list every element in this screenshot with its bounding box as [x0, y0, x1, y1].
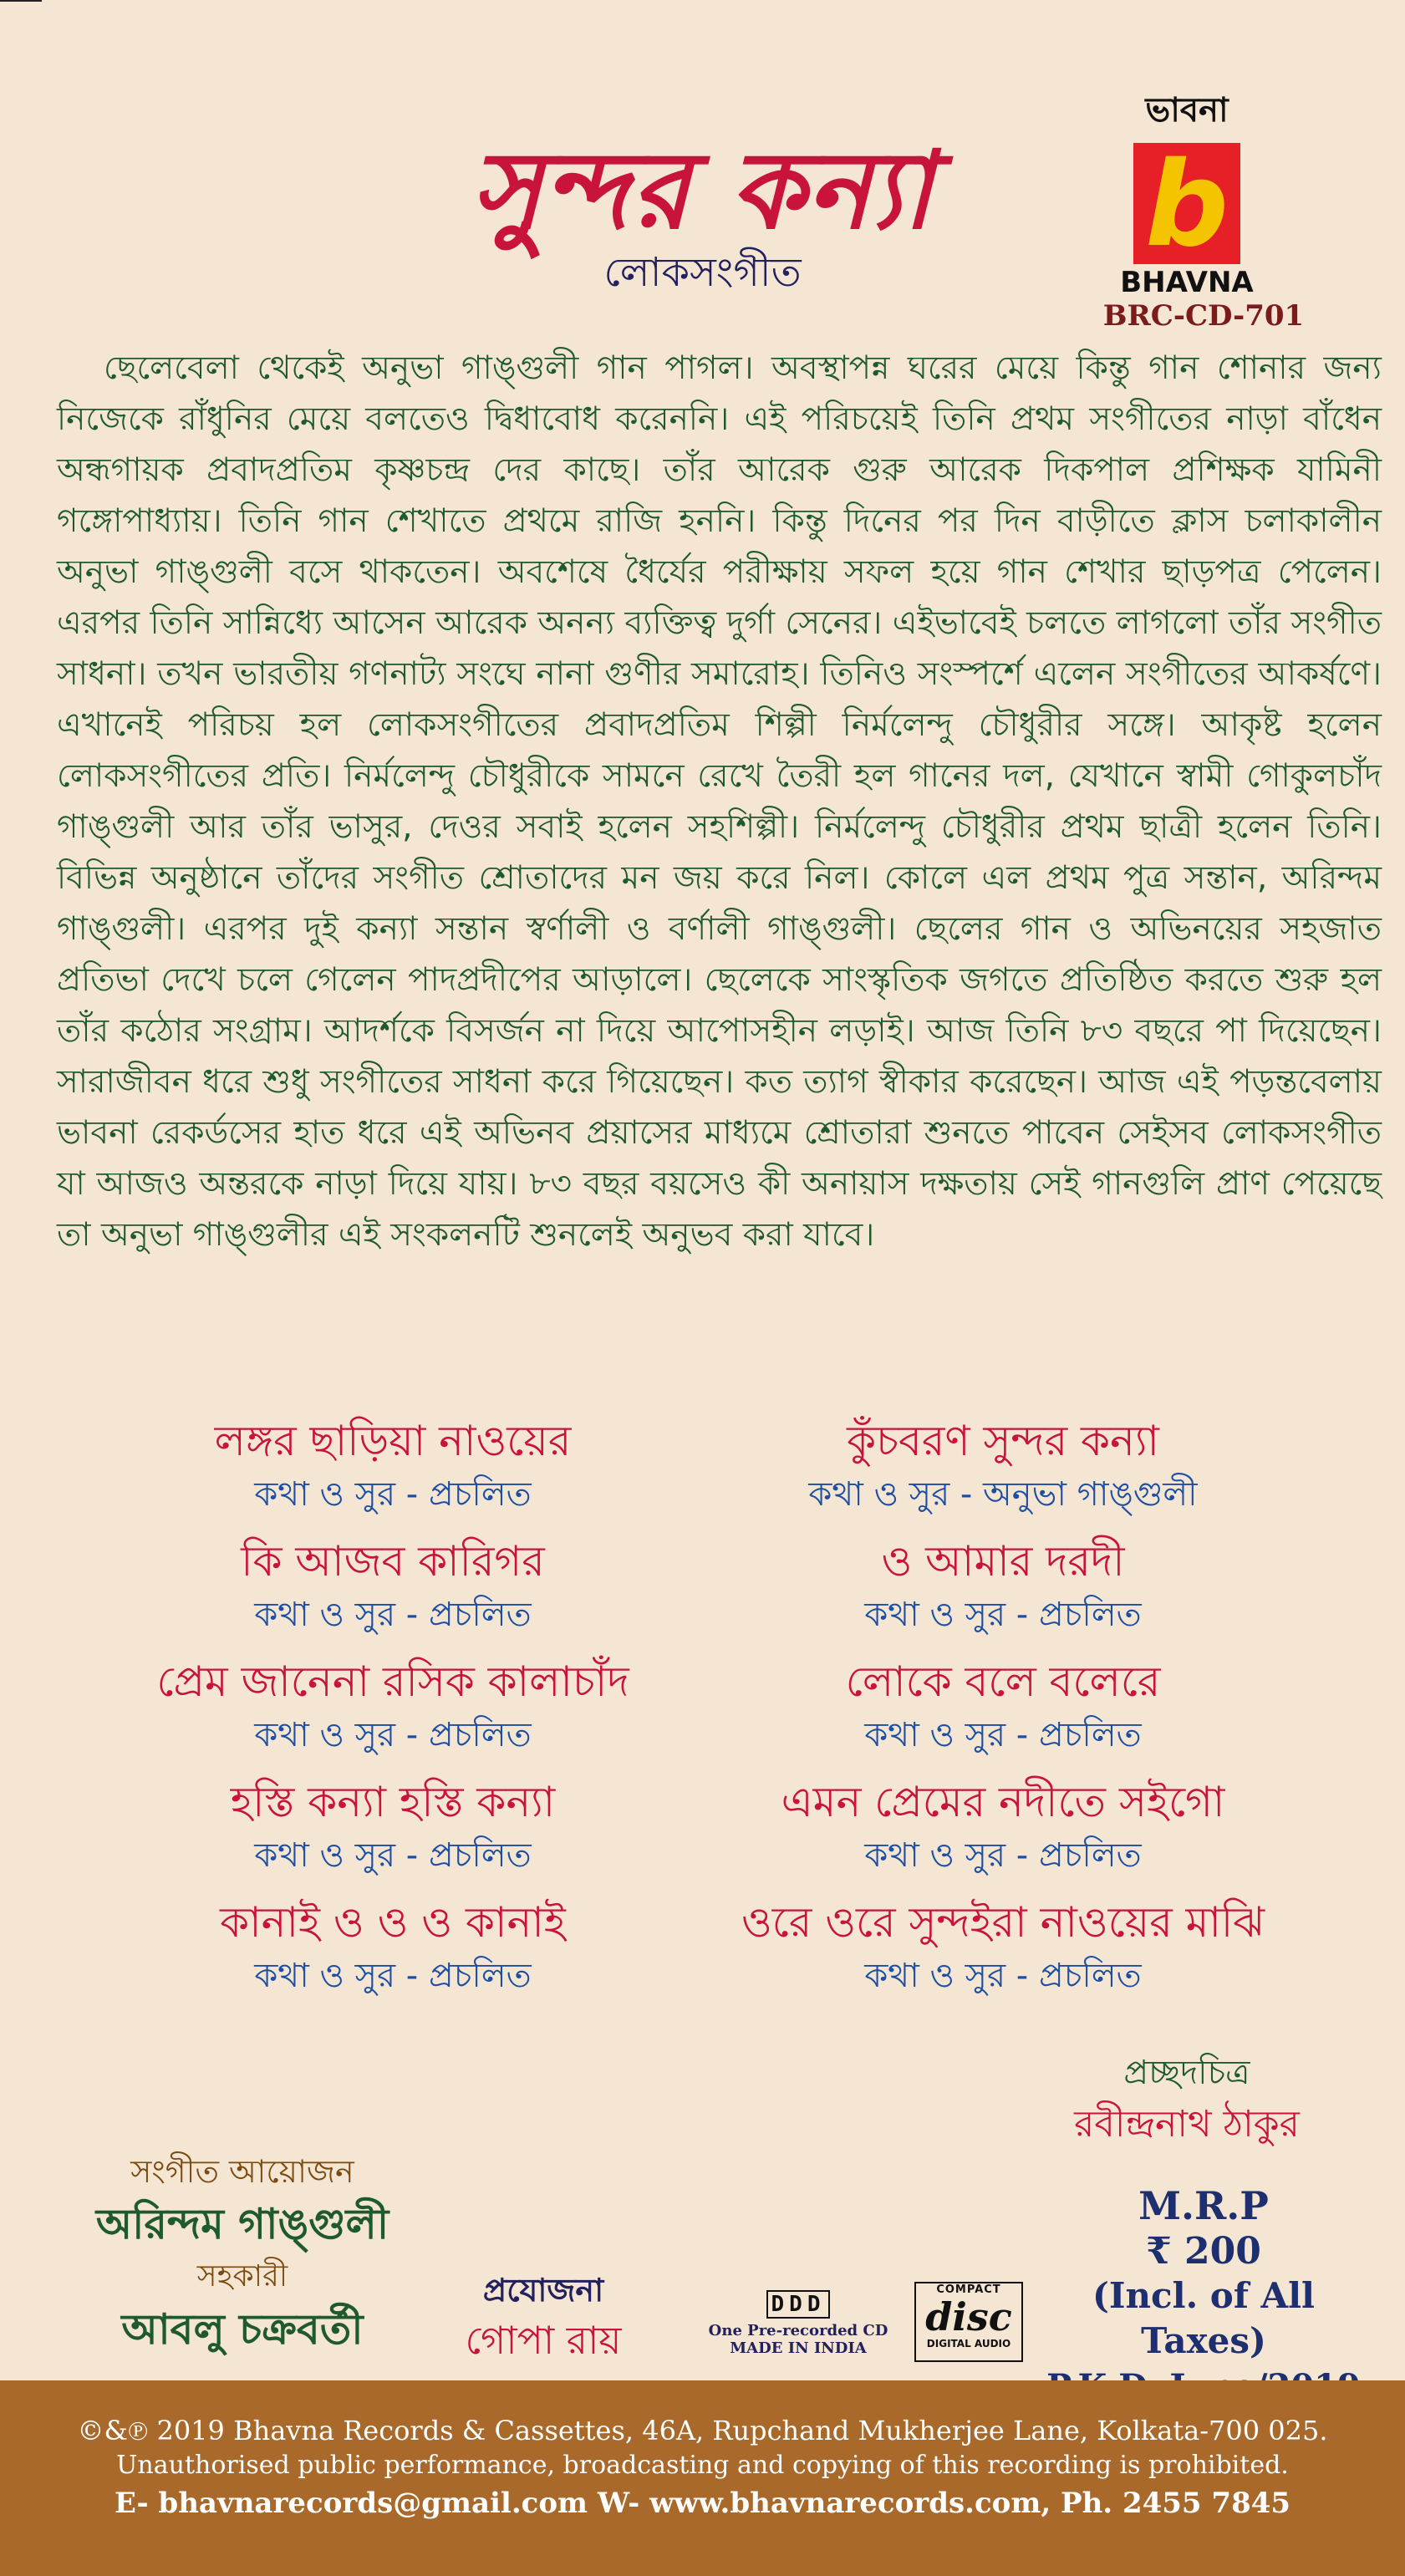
bhavna-logo [1120, 84, 1254, 299]
compact-disc-bottom: DIGITAL AUDIO [926, 2338, 1011, 2349]
contact-line: E- bhavnarecords@gmail.com W- www.bhavnarecords.com, Ph. 2455 7845 [114, 2487, 1291, 2520]
track-credit: কথা ও সুর - প্রচলিত [254, 1475, 532, 1514]
track-title: ও আমার দরদী [881, 1537, 1125, 1586]
track-item [685, 1894, 1321, 2001]
logo-bengali-name: ভাবনা [1145, 91, 1229, 130]
cover-art-name: রবীন্দ্রনাথ ঠাকুর [1074, 2103, 1300, 2146]
track-title: এমন প্রেমের নদীতে সইগো [781, 1778, 1225, 1826]
track-item [75, 1894, 710, 2001]
track-title: হস্তি কন্যা হস্তি কন্যা [230, 1778, 556, 1826]
mrp-taxes: (Incl. of All Taxes) [1092, 2275, 1316, 2361]
track-credit: কথা ও সুর - প্রচলিত [864, 1957, 1142, 1995]
artist-biography: ছেলেবেলা থেকেই অনুভা গাঙ্গুলী গান পাগল। অবস্থাপন্ন ঘরের মেয়ে কিন্তু গান শোনার জন্য নিজেকে রাঁধুনির মেয়ে বলতেও দ্বিধাবোধ করেননি। এই পরিচয়েই তিনি প্রথম সংগীতের নাড়া বাঁধেন অন্ধগায়ক প্রবাদপ্রতিম কৃষ্ণচন্দ্র দের কাছে। তাঁর আরেক গুরু আরেক দিকপাল প্রশিক্ষক যামিনী গঙ্গোপাধ্যায়। তিনি গান শেখাতে প্রথমে রাজি হননি। কিন্তু দিনের পর দিন বাড়ীতে ক্লাস চলাকালীন অনুভা গাঙ্গুলী বসে থাকতেন। অবশেষে ধৈর্যের পরীক্ষায় সফল হয়ে গান শেখার ছাড়পত্র পেলেন। এরপর তিনি সান্নিধ্যে আসেন আরেক অনন্য ব্যক্তিত্ব দুর্গা সেনের। এইভাবেই চলতে লাগলো তাঁর সংগীত সাধনা। তখন ভারতীয় গণনাট্য সংঘে নানা গুণীর সমারোহ। তিনিও সংস্পর্শে এলেন সংগীতের আকর্ষণে। এখানেই পরিচয় হল লোকসংগীতের প্রবাদপ্রতিম শিল্পী নির্মলেন্দু চৌধুরীর সঙ্গে। আকৃষ্ট হলেন লোকসংগীতের প্রতি। নির্মলেন্দু চৌধুরীকে সামনে রেখে তৈরী হল গানের দল, যেখানে স্বামী গোকুলচাঁদ গাঙ্গুলী আর তাঁর ভাসুর, দেওর সবাই হলেন সহশিল্পী। নির্মলেন্দু চৌধুরীর প্রথম ছাত্রী হলেন তিনি। বিভিন্ন অনুষ্ঠানে তাঁদের সংগীত শ্রোতাদের মন জয় করে নিল। কোলে এল প্রথম পুত্র সন্তান, অরিন্দম গাঙ্গুলী। এরপর দুই কন্যা সন্তান স্বর্ণালী ও বর্ণালী গাঙ্গুলী। ছেলের গান ও অভিনয়ের সহজাত প্রতিভা দেখে চলে গেলেন পাদপ্রদীপের আড়ালে। ছেলেকে সাংস্কৃতিক জগতে প্রতিষ্ঠিত করতে শুরু হল তাঁর কঠোর সংগ্রাম। আদর্শকে বিসর্জন না দিয়ে আপোসহীন লড়াই। আজ তিনি ৮৩ বছরে পা দিয়েছেন। সারাজীবন ধরে শুধু সংগীতের সাধনা করে গিয়েছেন। কত ত্যাগ স্বীকার করেছেন। আজ এই পড়ন্তবেলায় ভাবনা রেকর্ডসের হাত ধরে এই অভিনব প্রয়াসের মাধ্যমে শ্রোতারা শুনতে পাবেন সেইসব লোকসংগীত যা আজও অন্তরকে নাড়া দিয়ে যায়। ৮৩ বছর বয়সেও কী অনায়াস দক্ষতায় সেই গানগুলি প্রাণ পেয়েছে তা অনুভা গাঙ্গুলীর এই সংকলনটি শুনলেই অনুভব করা যাবে। [57, 349, 1382, 1254]
logo-letter: b [1144, 137, 1229, 273]
legal-notice: Unauthorised public performance, broadcasting and copying of this recording is prohibited. [116, 2451, 1289, 2480]
logo-mark [1133, 137, 1240, 273]
track-list [0, 1413, 1405, 2014]
album-subtitle: লোকসংগীত [603, 249, 802, 296]
copyright-line: ©&℗ 2019 Bhavna Records & Cassettes, 46A, Rupchand Mukherjee Lane, Kolkata-700 025. [77, 2415, 1328, 2446]
track-credit: কথা ও সুর - প্রচলিত [864, 1716, 1142, 1754]
production-credit [426, 2267, 660, 2367]
arrangement-label: সংগীত আয়োজন [130, 2153, 354, 2190]
cover-art-label: প্রচ্ছদচিত্র [1123, 2054, 1250, 2092]
production-name: গোপা রায় [465, 2318, 622, 2363]
track-item [75, 1774, 710, 1881]
track-item [75, 1413, 710, 1520]
made-in-note: MADE IN INDIA [730, 2339, 867, 2357]
footer-band [0, 2380, 1405, 2576]
catalog-number: BRC-CD-701 [1102, 299, 1305, 333]
compact-disc-mark: disc [925, 2294, 1012, 2339]
track-item [685, 1533, 1321, 1640]
crop-mark [0, 0, 42, 6]
album-title: সুন্দর কন্যা [471, 128, 934, 253]
track-title: প্রেম জানেনা রসিক কালাচাঁদ [156, 1657, 629, 1706]
track-title: লঙ্গর ছাড়িয়া নাওয়ের [214, 1417, 572, 1465]
cd-format-note: One Pre-recorded CD [708, 2322, 888, 2339]
compact-disc-logo [914, 2282, 1023, 2362]
track-item [685, 1774, 1321, 1881]
track-title: কানাই ও ও ও কানাই [220, 1898, 566, 1947]
track-credit: কথা ও সুর - প্রচলিত [254, 1836, 532, 1875]
production-label: প্রযোজনা [482, 2272, 604, 2309]
track-credit: কথা ও সুর - অনুভা গাঙ্গুলী [808, 1475, 1198, 1514]
track-item [75, 1653, 710, 1760]
track-title: ওরে ওরে সুন্দইরা নাওয়ের মাঝি [741, 1898, 1265, 1947]
ddd-code: DDD [766, 2290, 831, 2319]
track-credit: কথা ও সুর - প্রচলিত [254, 1957, 532, 1995]
track-credit: কথা ও সুর - প্রচলিত [254, 1716, 532, 1754]
mrp-label: M.R.P [1138, 2183, 1269, 2228]
track-credit: কথা ও সুর - প্রচলিত [864, 1836, 1142, 1875]
track-credit: কথা ও সুর - প্রচলিত [864, 1596, 1142, 1634]
assistant-label: সহকারী [196, 2259, 288, 2293]
track-credit: কথা ও সুর - প্রচলিত [254, 1596, 532, 1634]
mrp-price: ₹ 200 [1146, 2230, 1261, 2273]
track-item [685, 1413, 1321, 1520]
track-title: কুঁচবরণ সুন্দর কন্যা [847, 1417, 1159, 1465]
track-item [685, 1653, 1321, 1760]
compact-disc-top: COMPACT [936, 2283, 1001, 2296]
arrangement-name: অরিন্দম গাঙ্গুলী [95, 2200, 389, 2248]
track-title: লোকে বলে বলেরে [845, 1657, 1161, 1706]
cover-art-credit [995, 2048, 1379, 2151]
ddd-mark [702, 2290, 894, 2357]
assistant-name: আবলু চক্রবর্তী [121, 2305, 364, 2354]
arrangement-credit [67, 2148, 418, 2359]
logo-english-name: BHAVNA [1120, 266, 1254, 299]
track-item [75, 1533, 710, 1640]
track-title: কি আজব কারিগর [241, 1537, 545, 1586]
price-block [1028, 2181, 1379, 2411]
